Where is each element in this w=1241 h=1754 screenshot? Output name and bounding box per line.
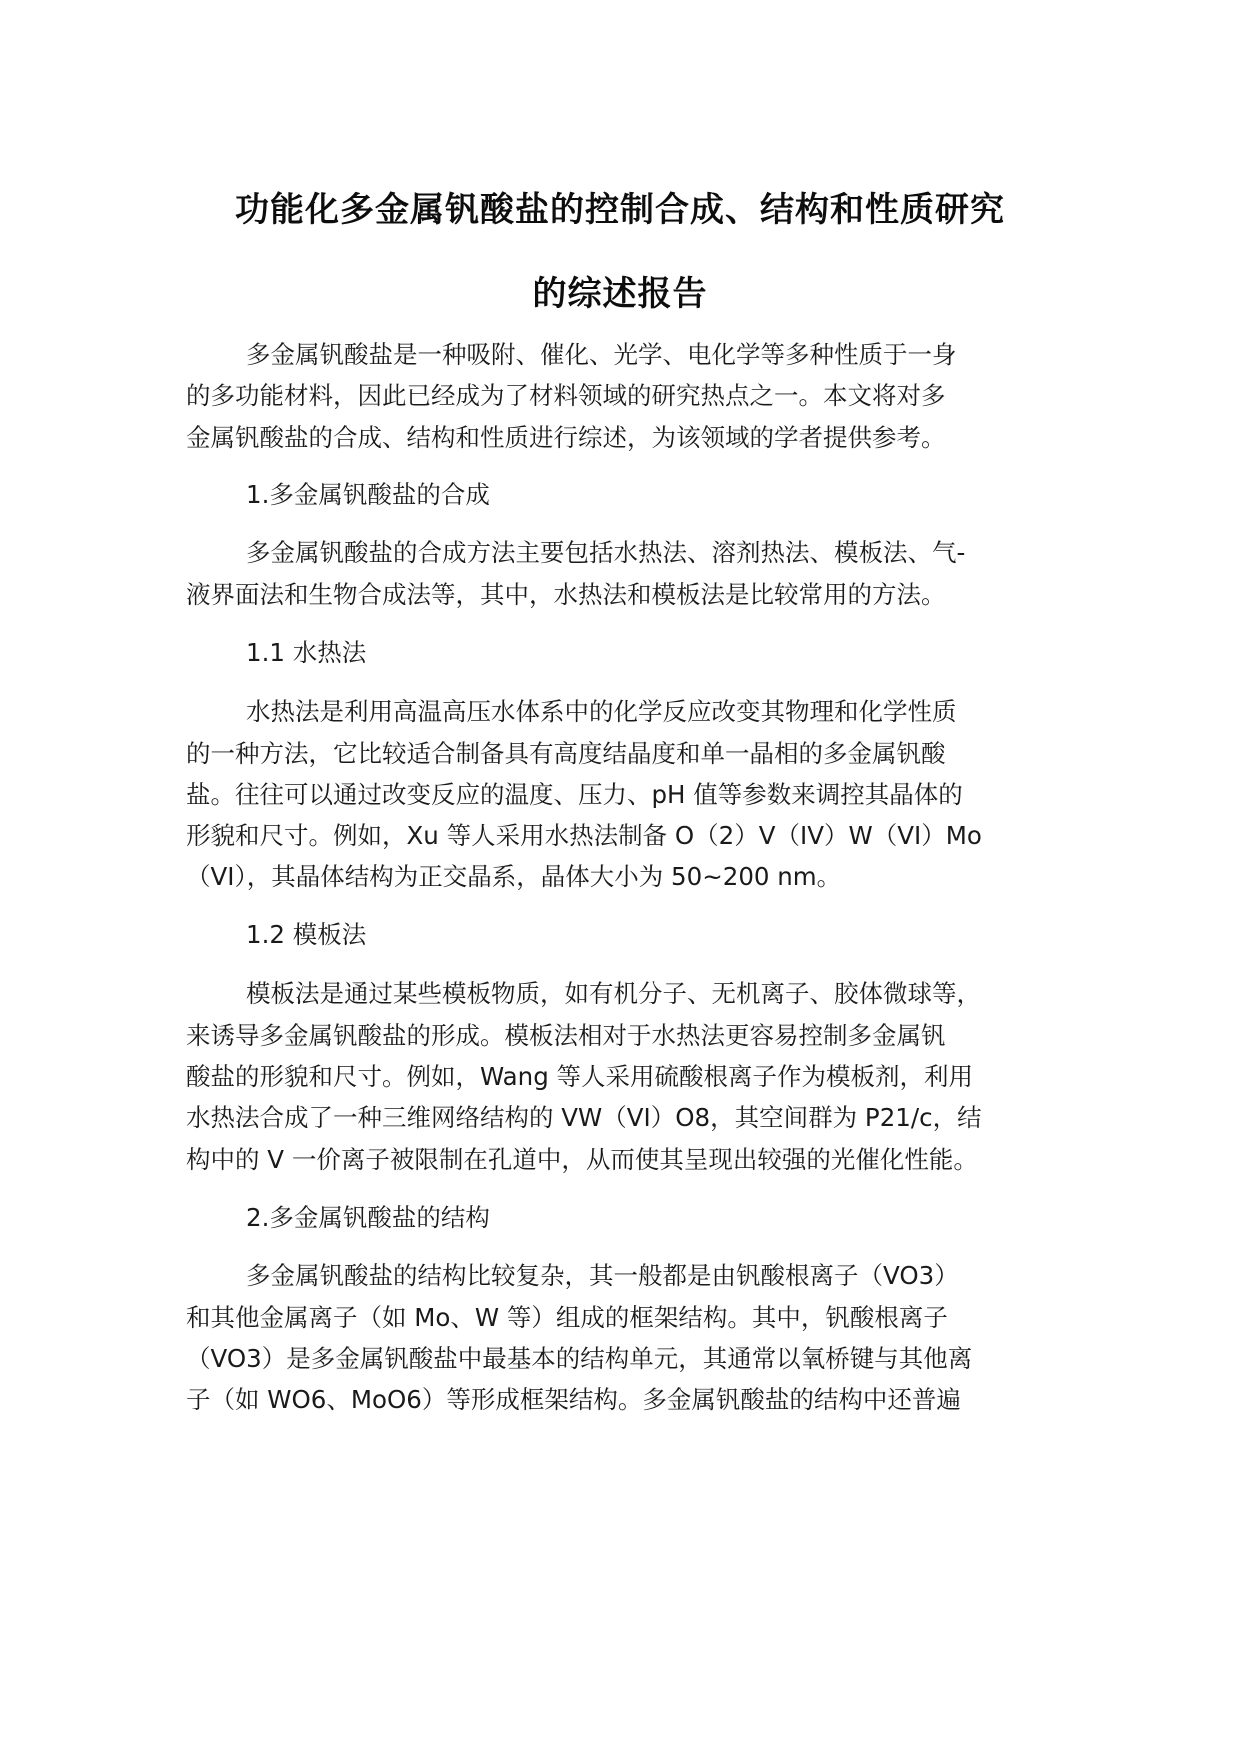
body-text-line: 和其他金属离子（如 Mo、W 等）组成的框架结构。其中，钒酸根离子 — [186, 1303, 948, 1332]
body-text-line: 多金属钒酸盐的结构比较复杂，其一般都是由钒酸根离子（VO3） — [246, 1261, 959, 1290]
document-title-line-1: 功能化多金属钒酸盐的控制合成、结构和性质研究 — [235, 190, 1005, 230]
body-text-line: 多金属钒酸盐是一种吸附、催化、光学、电化学等多种性质于一身 — [246, 340, 957, 369]
document-title-line-2: 的综述报告 — [532, 274, 708, 314]
subsection-heading: 1.2 模板法 — [246, 920, 367, 949]
body-text-line: 液界面法和生物合成法等，其中，水热法和模板法是比较常用的方法。 — [186, 580, 946, 609]
body-text-line: 的多功能材料，因此已经成为了材料领域的研究热点之一。本文将对多 — [186, 381, 946, 410]
body-text-line: 多金属钒酸盐的合成方法主要包括水热法、溶剂热法、模板法、气- — [246, 538, 966, 567]
body-text-line: 模板法是通过某些模板物质，如有机分子、无机离子、胶体微球等， — [246, 979, 981, 1008]
body-text-line: 水热法是利用高温高压水体系中的化学反应改变其物理和化学性质 — [246, 697, 957, 726]
body-text-line: 酸盐的形貌和尺寸。例如，Wang 等人采用硫酸根离子作为模板剂，利用 — [186, 1062, 974, 1091]
section-heading: 2.多金属钒酸盐的结构 — [246, 1203, 490, 1232]
body-text-line: 的一种方法，它比较适合制备具有高度结晶度和单一晶相的多金属钒酸 — [186, 739, 946, 768]
subsection-heading: 1.1 水热法 — [246, 638, 367, 667]
body-text-line: 金属钒酸盐的合成、结构和性质进行综述，为该领域的学者提供参考。 — [186, 423, 946, 452]
body-text-line: 来诱导多金属钒酸盐的形成。模板法相对于水热法更容易控制多金属钒 — [186, 1021, 946, 1050]
section-heading: 1.多金属钒酸盐的合成 — [246, 480, 490, 509]
body-text-line: （VO3）是多金属钒酸盐中最基本的结构单元，其通常以氧桥键与其他离 — [186, 1344, 973, 1373]
body-text-line: 盐。往往可以通过改变反应的温度、压力、pH 值等参数来调控其晶体的 — [186, 780, 963, 809]
body-text-line: 形貌和尺寸。例如，Xu 等人采用水热法制备 O（2）V（IV）W（VI）Mo — [186, 821, 982, 850]
body-text-line: 水热法合成了一种三维网络结构的 VW（VI）O8，其空间群为 P21/c，结 — [186, 1103, 982, 1132]
body-text-line: 构中的 V 一价离子被限制在孔道中，从而使其呈现出较强的光催化性能。 — [186, 1145, 978, 1174]
body-text-line: 子（如 WO6、MoO6）等形成框架结构。多金属钒酸盐的结构中还普遍 — [186, 1385, 961, 1414]
body-text-line: （VI），其晶体结构为正交晶系，晶体大小为 50~200 nm。 — [186, 862, 842, 891]
